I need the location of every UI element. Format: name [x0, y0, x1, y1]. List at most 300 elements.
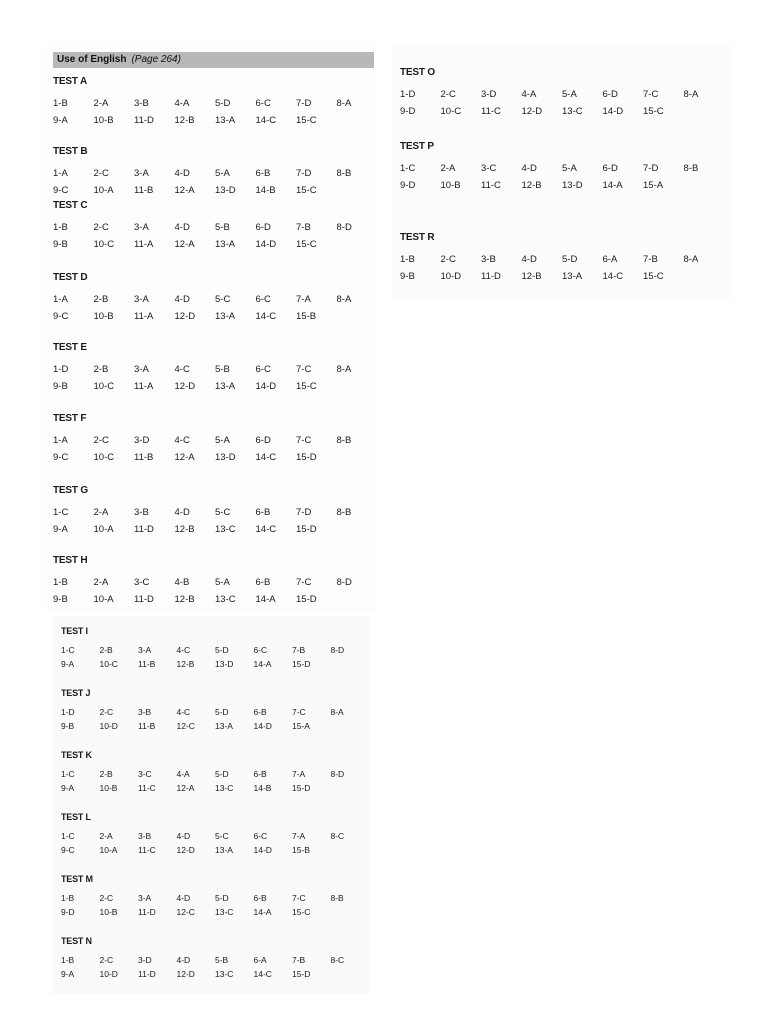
answer-item: 15-C: [643, 106, 664, 117]
answer-item: 6-B: [255, 577, 271, 588]
answer-item: 15-C: [296, 115, 317, 126]
answer-item: 8-A: [336, 98, 352, 109]
answer-item: 6-A: [602, 254, 618, 265]
answer-item: 2-C: [93, 222, 109, 233]
answer-item: 4-C: [176, 645, 191, 655]
answer-item: 15-C: [292, 907, 311, 917]
answer-item: 13-A: [215, 311, 236, 322]
test-n-title: TEST N: [61, 936, 92, 946]
answer-item: 6-B: [255, 168, 271, 179]
test-c-answers: [53, 219, 377, 253]
answer-item: 14-A: [253, 659, 272, 669]
answer-item: 6-C: [255, 98, 271, 109]
answer-item: 12-B: [521, 271, 542, 282]
answer-item: 2-A: [93, 577, 109, 588]
test-g-block: [53, 485, 377, 538]
answer-item: 3-C: [481, 163, 497, 174]
answer-item: 6-D: [602, 89, 618, 100]
answer-item: 6-D: [255, 435, 271, 446]
test-r-block: [400, 232, 724, 285]
answer-item: 14-D: [602, 106, 624, 117]
answer-item: 15-D: [296, 452, 317, 463]
answer-item: 1-B: [400, 254, 415, 265]
answer-item: 7-C: [296, 577, 312, 588]
answer-item: 10-A: [93, 185, 114, 196]
test-l-block: [61, 812, 369, 857]
answer-item: 3-A: [134, 222, 149, 233]
answer-item: 11-B: [134, 185, 154, 196]
answer-item: 12-D: [521, 106, 543, 117]
answer-item: 11-D: [134, 594, 154, 605]
answer-item: 7-C: [296, 435, 312, 446]
answer-item: 1-C: [53, 507, 69, 518]
answer-item: 2-A: [93, 98, 109, 109]
test-i-block: [61, 626, 369, 671]
answer-item: 15-C: [296, 185, 317, 196]
answer-item: 8-D: [336, 222, 352, 233]
answer-item: 10-D: [99, 969, 118, 979]
test-b-title: TEST B: [53, 146, 88, 157]
answer-item: 2-B: [99, 645, 113, 655]
answer-item: 7-D: [296, 168, 312, 179]
answer-item: 7-C: [292, 893, 306, 903]
answer-item: 7-D: [296, 98, 312, 109]
answer-item: 5-B: [215, 955, 229, 965]
section-header: [53, 52, 374, 68]
answer-item: 12-C: [176, 907, 195, 917]
answer-item: 1-B: [61, 955, 75, 965]
answer-item: 8-B: [336, 435, 352, 446]
answer-item: 13-D: [215, 185, 236, 196]
answer-item: 9-C: [53, 452, 69, 463]
answer-item: 6-D: [602, 163, 618, 174]
answer-item: 13-A: [562, 271, 583, 282]
answer-item: 7-A: [292, 769, 306, 779]
answer-item: 12-B: [174, 594, 195, 605]
test-f-block: [53, 413, 377, 466]
answer-item: 5-D: [215, 893, 229, 903]
answer-item: 15-D: [292, 659, 311, 669]
answer-item: 9-B: [53, 239, 68, 250]
answer-item: 5-A: [215, 577, 230, 588]
answer-item: 4-D: [176, 955, 191, 965]
answer-item: 1-C: [61, 645, 75, 655]
answer-item: 5-A: [215, 435, 230, 446]
answer-item: 3-C: [134, 577, 150, 588]
answer-item: 3-A: [134, 168, 149, 179]
answer-item: 1-B: [53, 222, 68, 233]
answer-item: 1-D: [61, 707, 75, 717]
answer-item: 6-B: [255, 507, 271, 518]
answer-item: 12-D: [174, 381, 196, 392]
test-h-block: [53, 555, 377, 608]
answer-item: 11-D: [134, 115, 154, 126]
answer-item: 15-B: [292, 845, 310, 855]
answer-item: 2-B: [93, 364, 109, 375]
test-r-title: TEST R: [400, 232, 435, 243]
answer-item: 14-C: [253, 969, 272, 979]
answer-item: 3-D: [138, 955, 152, 965]
test-e-block: [53, 342, 377, 395]
answer-item: 11-A: [134, 311, 154, 322]
answer-item: 12-B: [521, 180, 542, 191]
test-i-answers: [61, 643, 369, 671]
answer-item: 1-C: [61, 769, 75, 779]
answer-item: 7-A: [296, 294, 311, 305]
answer-item: 4-A: [521, 89, 537, 100]
test-l-answers: [61, 829, 369, 857]
answer-item: 3-D: [481, 89, 497, 100]
answer-item: 9-D: [400, 180, 416, 191]
answer-item: 14-B: [255, 185, 276, 196]
answer-item: 13-C: [215, 594, 236, 605]
answer-item: 14-D: [255, 381, 277, 392]
answer-item: 8-D: [336, 577, 352, 588]
answer-item: 9-A: [61, 969, 75, 979]
answer-item: 12-A: [174, 239, 195, 250]
answer-item: 11-D: [138, 907, 156, 917]
answer-item: 4-C: [176, 707, 191, 717]
answer-item: 3-B: [138, 707, 152, 717]
answer-item: 9-C: [53, 185, 69, 196]
test-i-title: TEST I: [61, 626, 88, 636]
answer-item: 2-C: [93, 435, 109, 446]
answer-item: 2-C: [440, 254, 456, 265]
answer-item: 3-C: [138, 769, 152, 779]
answer-item: 11-D: [481, 271, 501, 282]
test-a-block: [53, 76, 377, 129]
answer-item: 14-C: [255, 524, 277, 535]
answer-item: 3-B: [138, 831, 152, 841]
answer-item: 8-D: [330, 645, 345, 655]
answer-item: 6-D: [255, 222, 271, 233]
answer-item: 10-A: [99, 845, 118, 855]
answer-item: 10-B: [99, 783, 118, 793]
answer-item: 8-B: [683, 163, 699, 174]
test-n-block: [61, 936, 369, 981]
answer-item: 5-D: [215, 707, 229, 717]
answer-item: 2-C: [99, 893, 114, 903]
answer-item: 13-A: [215, 239, 236, 250]
answer-item: 11-C: [138, 783, 156, 793]
test-j-block: [61, 688, 369, 733]
answer-item: 6-B: [253, 769, 267, 779]
answer-item: 4-D: [176, 893, 191, 903]
answer-item: 7-C: [296, 364, 312, 375]
answer-item: 4-D: [174, 294, 190, 305]
answer-item: 12-B: [174, 115, 195, 126]
answer-item: 2-C: [440, 89, 456, 100]
answer-item: 15-B: [296, 311, 317, 322]
answer-item: 11-B: [134, 452, 154, 463]
answer-item: 13-C: [215, 783, 234, 793]
answer-item: 2-A: [99, 831, 113, 841]
answer-item: 8-D: [330, 769, 345, 779]
answer-item: 1-A: [53, 168, 68, 179]
test-m-title: TEST M: [61, 874, 93, 884]
answer-item: 6-B: [253, 893, 267, 903]
answer-item: 3-B: [134, 507, 149, 518]
answer-item: 2-C: [99, 707, 114, 717]
answer-item: 10-D: [99, 721, 118, 731]
answer-item: 13-D: [215, 659, 234, 669]
answer-item: 11-C: [138, 845, 156, 855]
answer-item: 1-B: [53, 98, 68, 109]
answer-item: 9-B: [53, 594, 68, 605]
answer-item: 13-A: [215, 845, 233, 855]
answer-item: 13-C: [562, 106, 583, 117]
test-f-title: TEST F: [53, 413, 87, 424]
answer-item: 4-C: [174, 364, 190, 375]
answer-item: 2-A: [93, 507, 109, 518]
answer-item: 3-A: [134, 294, 149, 305]
answer-item: 4-A: [174, 98, 190, 109]
answer-item: 5-A: [215, 168, 230, 179]
answer-item: 6-C: [253, 645, 268, 655]
answer-item: 10-C: [93, 239, 115, 250]
answer-item: 13-A: [215, 721, 233, 731]
test-p-title: TEST P: [400, 141, 434, 152]
answer-item: 7-C: [643, 89, 659, 100]
answer-item: 1-B: [61, 893, 75, 903]
answer-item: 5-B: [215, 364, 230, 375]
answer-item: 9-B: [400, 271, 415, 282]
test-j-title: TEST J: [61, 688, 91, 698]
test-d-answers: [53, 291, 377, 325]
answer-item: 10-B: [93, 115, 114, 126]
answer-item: 6-C: [255, 364, 271, 375]
answer-item: 12-D: [176, 969, 195, 979]
answer-item: 1-D: [400, 89, 416, 100]
answer-item: 14-A: [255, 594, 276, 605]
test-c-block: [53, 200, 377, 253]
test-p-block: [400, 141, 724, 194]
answer-item: 15-C: [296, 239, 317, 250]
test-l-title: TEST L: [61, 812, 91, 822]
answer-item: 5-D: [215, 645, 229, 655]
test-g-answers: [53, 504, 377, 538]
answer-item: 9-B: [61, 721, 75, 731]
answer-item: 5-D: [562, 254, 578, 265]
answer-item: 4-A: [176, 769, 190, 779]
test-k-block: [61, 750, 369, 795]
answer-item: 12-A: [174, 185, 195, 196]
answer-item: 3-A: [138, 893, 152, 903]
answer-item: 8-A: [683, 254, 699, 265]
answer-item: 13-A: [215, 381, 236, 392]
answer-item: 4-D: [174, 168, 190, 179]
answer-item: 7-A: [292, 831, 306, 841]
answer-item: 1-A: [53, 435, 68, 446]
answer-item: 12-C: [176, 721, 195, 731]
answer-item: 8-A: [336, 294, 352, 305]
answer-item: 10-C: [99, 659, 118, 669]
answer-item: 6-B: [253, 707, 267, 717]
answer-item: 8-A: [683, 89, 699, 100]
answer-item: 9-A: [61, 783, 75, 793]
test-g-title: TEST G: [53, 485, 88, 496]
answer-item: 11-C: [481, 180, 501, 191]
answer-item: 8-A: [336, 364, 352, 375]
answer-item: 15-D: [292, 969, 311, 979]
answer-item: 4-B: [174, 577, 190, 588]
answer-item: 5-B: [215, 222, 230, 233]
test-k-title: TEST K: [61, 750, 92, 760]
answer-item: 11-A: [134, 381, 154, 392]
answer-item: 11-A: [134, 239, 154, 250]
test-o-block: [400, 67, 724, 120]
answer-item: 12-D: [176, 845, 195, 855]
answer-item: 11-D: [134, 524, 154, 535]
answer-item: 1-C: [400, 163, 416, 174]
answer-item: 13-D: [562, 180, 583, 191]
answer-item: 9-B: [53, 381, 68, 392]
answer-item: 4-C: [174, 435, 190, 446]
answer-item: 4-D: [176, 831, 191, 841]
answer-item: 8-B: [330, 893, 344, 903]
answer-item: 3-B: [134, 98, 149, 109]
test-j-answers: [61, 705, 369, 733]
answer-item: 11-C: [481, 106, 501, 117]
test-b-answers: [53, 165, 377, 199]
answer-item: 5-D: [215, 98, 231, 109]
answer-item: 13-C: [215, 524, 236, 535]
answer-item: 14-C: [255, 311, 277, 322]
test-a-title: TEST A: [53, 76, 87, 87]
test-h-title: TEST H: [53, 555, 88, 566]
answer-item: 15-A: [292, 721, 310, 731]
answer-item: 15-D: [296, 594, 317, 605]
answer-item: 11-D: [138, 969, 156, 979]
test-m-answers: [61, 891, 369, 919]
answer-item: 9-A: [61, 659, 75, 669]
answer-item: 8-C: [330, 831, 345, 841]
answer-item: 13-A: [215, 115, 236, 126]
answer-item: 9-A: [53, 115, 68, 126]
answer-item: 3-B: [481, 254, 496, 265]
answer-item: 5-C: [215, 294, 231, 305]
test-o-answers: [400, 86, 724, 120]
test-r-answers: [400, 251, 724, 285]
answer-item: 8-B: [336, 507, 352, 518]
answer-item: 4-D: [174, 507, 190, 518]
test-p-answers: [400, 160, 724, 194]
answer-item: 15-A: [643, 180, 664, 191]
answer-item: 9-C: [61, 845, 75, 855]
answer-item: 2-B: [93, 294, 109, 305]
answer-item: 14-D: [255, 239, 277, 250]
answer-item: 11-B: [138, 721, 156, 731]
answer-item: 14-B: [253, 783, 272, 793]
answer-item: 5-A: [562, 89, 577, 100]
answer-item: 1-A: [53, 294, 68, 305]
answer-item: 14-A: [602, 180, 623, 191]
answer-item: 10-A: [93, 594, 114, 605]
test-n-answers: [61, 953, 369, 981]
answer-item: 3-D: [134, 435, 150, 446]
test-f-answers: [53, 432, 377, 466]
answer-item: 7-C: [292, 707, 306, 717]
answer-item: 10-C: [93, 452, 115, 463]
answer-item: 12-B: [176, 659, 195, 669]
answer-item: 14-D: [253, 721, 272, 731]
answer-item: 14-C: [255, 452, 277, 463]
answer-item: 5-D: [215, 769, 229, 779]
answer-item: 1-D: [53, 364, 69, 375]
answer-item: 10-C: [93, 381, 115, 392]
answer-item: 7-B: [296, 222, 311, 233]
answer-item: 9-D: [61, 907, 75, 917]
answer-item: 5-C: [215, 507, 231, 518]
answer-item: 13-C: [215, 907, 234, 917]
test-k-answers: [61, 767, 369, 795]
test-d-block: [53, 272, 377, 325]
answer-item: 14-C: [602, 271, 624, 282]
answer-item: 14-C: [255, 115, 277, 126]
answer-item: 7-B: [292, 955, 306, 965]
test-h-answers: [53, 574, 377, 608]
answer-item: 7-B: [643, 254, 658, 265]
answer-item: 12-A: [174, 452, 195, 463]
answer-item: 10-B: [93, 311, 114, 322]
answer-item: 11-B: [138, 659, 156, 669]
test-m-block: [61, 874, 369, 919]
answer-item: 1-C: [61, 831, 75, 841]
section-title: Use of English: [57, 54, 127, 65]
test-d-title: TEST D: [53, 272, 88, 283]
answer-item: 8-A: [330, 707, 344, 717]
answer-item: 8-C: [330, 955, 345, 965]
answer-item: 8-B: [336, 168, 352, 179]
answer-item: 9-D: [400, 106, 416, 117]
answer-item: 5-A: [562, 163, 577, 174]
answer-item: 4-D: [174, 222, 190, 233]
answer-item: 15-C: [643, 271, 664, 282]
answer-item: 7-B: [292, 645, 306, 655]
answer-item: 3-A: [134, 364, 149, 375]
answer-item: 2-C: [93, 168, 109, 179]
test-a-answers: [53, 95, 377, 129]
answer-item: 15-C: [296, 381, 317, 392]
answer-item: 10-C: [440, 106, 462, 117]
answer-item: 15-D: [296, 524, 317, 535]
answer-item: 7-D: [296, 507, 312, 518]
answer-item: 13-C: [215, 969, 234, 979]
answer-item: 6-C: [255, 294, 271, 305]
answer-item: 7-D: [643, 163, 659, 174]
answer-item: 2-B: [99, 769, 113, 779]
test-b-block: [53, 146, 377, 199]
answer-item: 9-A: [53, 524, 68, 535]
answer-item: 2-C: [99, 955, 114, 965]
test-e-title: TEST E: [53, 342, 87, 353]
answer-item: 1-B: [53, 577, 68, 588]
answer-item: 12-D: [174, 311, 196, 322]
answer-item: 6-A: [253, 955, 267, 965]
answer-item: 6-C: [253, 831, 268, 841]
answer-item: 13-D: [215, 452, 236, 463]
answer-item: 5-C: [215, 831, 229, 841]
answer-item: 12-B: [174, 524, 195, 535]
test-c-title: TEST C: [53, 200, 88, 211]
answer-item: 12-A: [176, 783, 195, 793]
answer-item: 10-D: [440, 271, 462, 282]
answer-item: 10-B: [99, 907, 118, 917]
answer-item: 10-A: [93, 524, 114, 535]
answer-item: 4-D: [521, 163, 537, 174]
answer-item: 4-D: [521, 254, 537, 265]
answer-item: 3-A: [138, 645, 152, 655]
